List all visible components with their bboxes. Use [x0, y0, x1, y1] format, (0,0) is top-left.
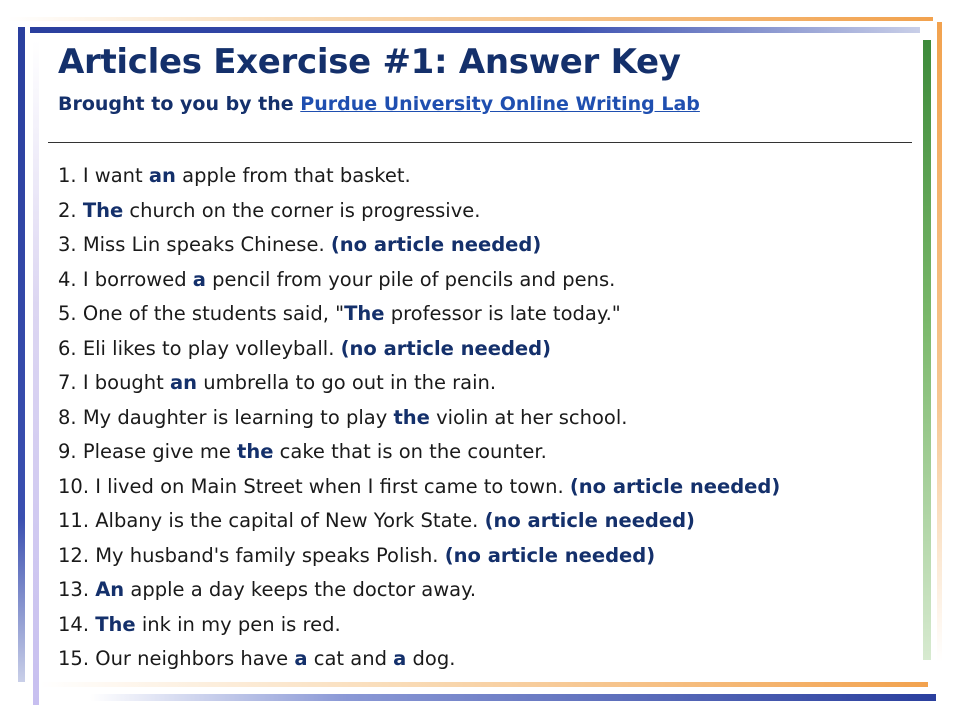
answer-number: 12.	[58, 543, 96, 567]
answer-number: 6.	[58, 336, 83, 360]
answer-item	[58, 332, 918, 367]
answer-number: 15.	[58, 647, 96, 670]
answer-text: My husband's family speaks Polish.	[95, 543, 445, 567]
answer-article: (no article needed)	[444, 543, 656, 567]
answer-text: church on the corner is progressive.	[123, 198, 481, 222]
answer-text: Miss Lin speaks Chinese.	[82, 233, 331, 256]
answer-number: 1.	[58, 164, 83, 187]
subtitle	[58, 93, 700, 115]
answer-text: I borrowed	[82, 267, 193, 291]
answer-number: 10.	[58, 474, 96, 498]
answer-item	[58, 539, 918, 574]
answer-text: cat and	[307, 647, 394, 670]
page-title: Articles Exercise #1: Answer Key	[58, 42, 681, 82]
answer-article: (no article needed)	[484, 509, 695, 532]
answer-article: (no article needed)	[340, 336, 552, 360]
answer-number: 8.	[58, 405, 83, 429]
answer-article: the	[393, 405, 430, 429]
answer-article: The	[95, 612, 136, 636]
answer-text: violin at her school.	[429, 405, 628, 429]
answer-number: 13.	[58, 578, 96, 601]
answer-number: 5.	[58, 302, 83, 325]
right-orange-border	[937, 22, 942, 662]
divider	[48, 142, 912, 143]
answer-number: 11.	[58, 509, 96, 532]
answer-article: an	[148, 164, 176, 187]
answer-item	[58, 366, 918, 401]
answer-text: Albany is the capital of New York State.	[95, 509, 485, 532]
answer-text: umbrella to go out in the rain.	[197, 371, 497, 394]
answer-item	[58, 642, 918, 677]
answer-text: One of the students said, "	[82, 302, 345, 325]
answer-article: The	[344, 302, 385, 325]
answer-text: I bought	[82, 371, 171, 394]
bottom-blue-border	[90, 694, 936, 701]
answer-article: (no article needed)	[569, 474, 781, 498]
answer-text: Eli likes to play volleyball.	[82, 336, 341, 360]
answer-item	[58, 435, 918, 470]
answer-text: apple a day keeps the doctor away.	[124, 578, 477, 601]
left-lavender-border	[33, 40, 39, 705]
bottom-orange-border	[40, 682, 928, 687]
answer-number: 7.	[58, 371, 83, 394]
answer-number: 9.	[58, 440, 83, 463]
answer-item	[58, 573, 918, 608]
answer-item	[58, 228, 918, 263]
answer-item	[58, 297, 918, 332]
answer-item	[58, 263, 918, 298]
answer-item	[58, 608, 918, 643]
answer-item	[58, 159, 918, 194]
answer-text: Please give me	[82, 440, 238, 463]
answer-text: apple from that basket.	[175, 164, 411, 187]
answer-article: a	[192, 267, 206, 291]
answer-text: dog.	[406, 647, 456, 670]
answer-text: cake that is on the counter.	[273, 440, 547, 463]
answer-item	[58, 194, 918, 229]
answer-article: The	[82, 198, 124, 222]
owl-link[interactable]: Purdue University Online Writing Lab	[300, 93, 700, 115]
top-blue-border	[30, 27, 920, 33]
right-green-border	[923, 40, 931, 660]
answer-item	[58, 504, 918, 539]
answer-text: I lived on Main Street when I first came to town.	[95, 474, 570, 498]
answer-text: I want	[82, 164, 149, 187]
answer-item	[58, 470, 918, 505]
answer-item	[58, 401, 918, 436]
subtitle-prefix: Brought to you by the	[58, 93, 301, 115]
answer-list	[58, 159, 918, 677]
answer-text: ink in my pen is red.	[135, 612, 341, 636]
answer-article: a	[393, 647, 407, 670]
answer-article: an	[170, 371, 198, 394]
answer-article: (no article needed)	[330, 233, 542, 256]
answer-text: Our neighbors have	[95, 647, 295, 670]
answer-text: pencil from your pile of pencils and pens.	[205, 267, 616, 291]
answer-number: 2.	[58, 198, 83, 222]
top-orange-border	[8, 17, 933, 21]
answer-article: a	[294, 647, 308, 670]
answer-article: the	[237, 440, 274, 463]
answer-number: 14.	[58, 612, 96, 636]
left-blue-border	[18, 27, 25, 682]
answer-text: My daughter is learning to play	[82, 405, 394, 429]
answer-number: 3.	[58, 233, 83, 256]
answer-number: 4.	[58, 267, 83, 291]
answer-text: professor is late today."	[384, 302, 621, 325]
answer-article: An	[95, 578, 125, 601]
